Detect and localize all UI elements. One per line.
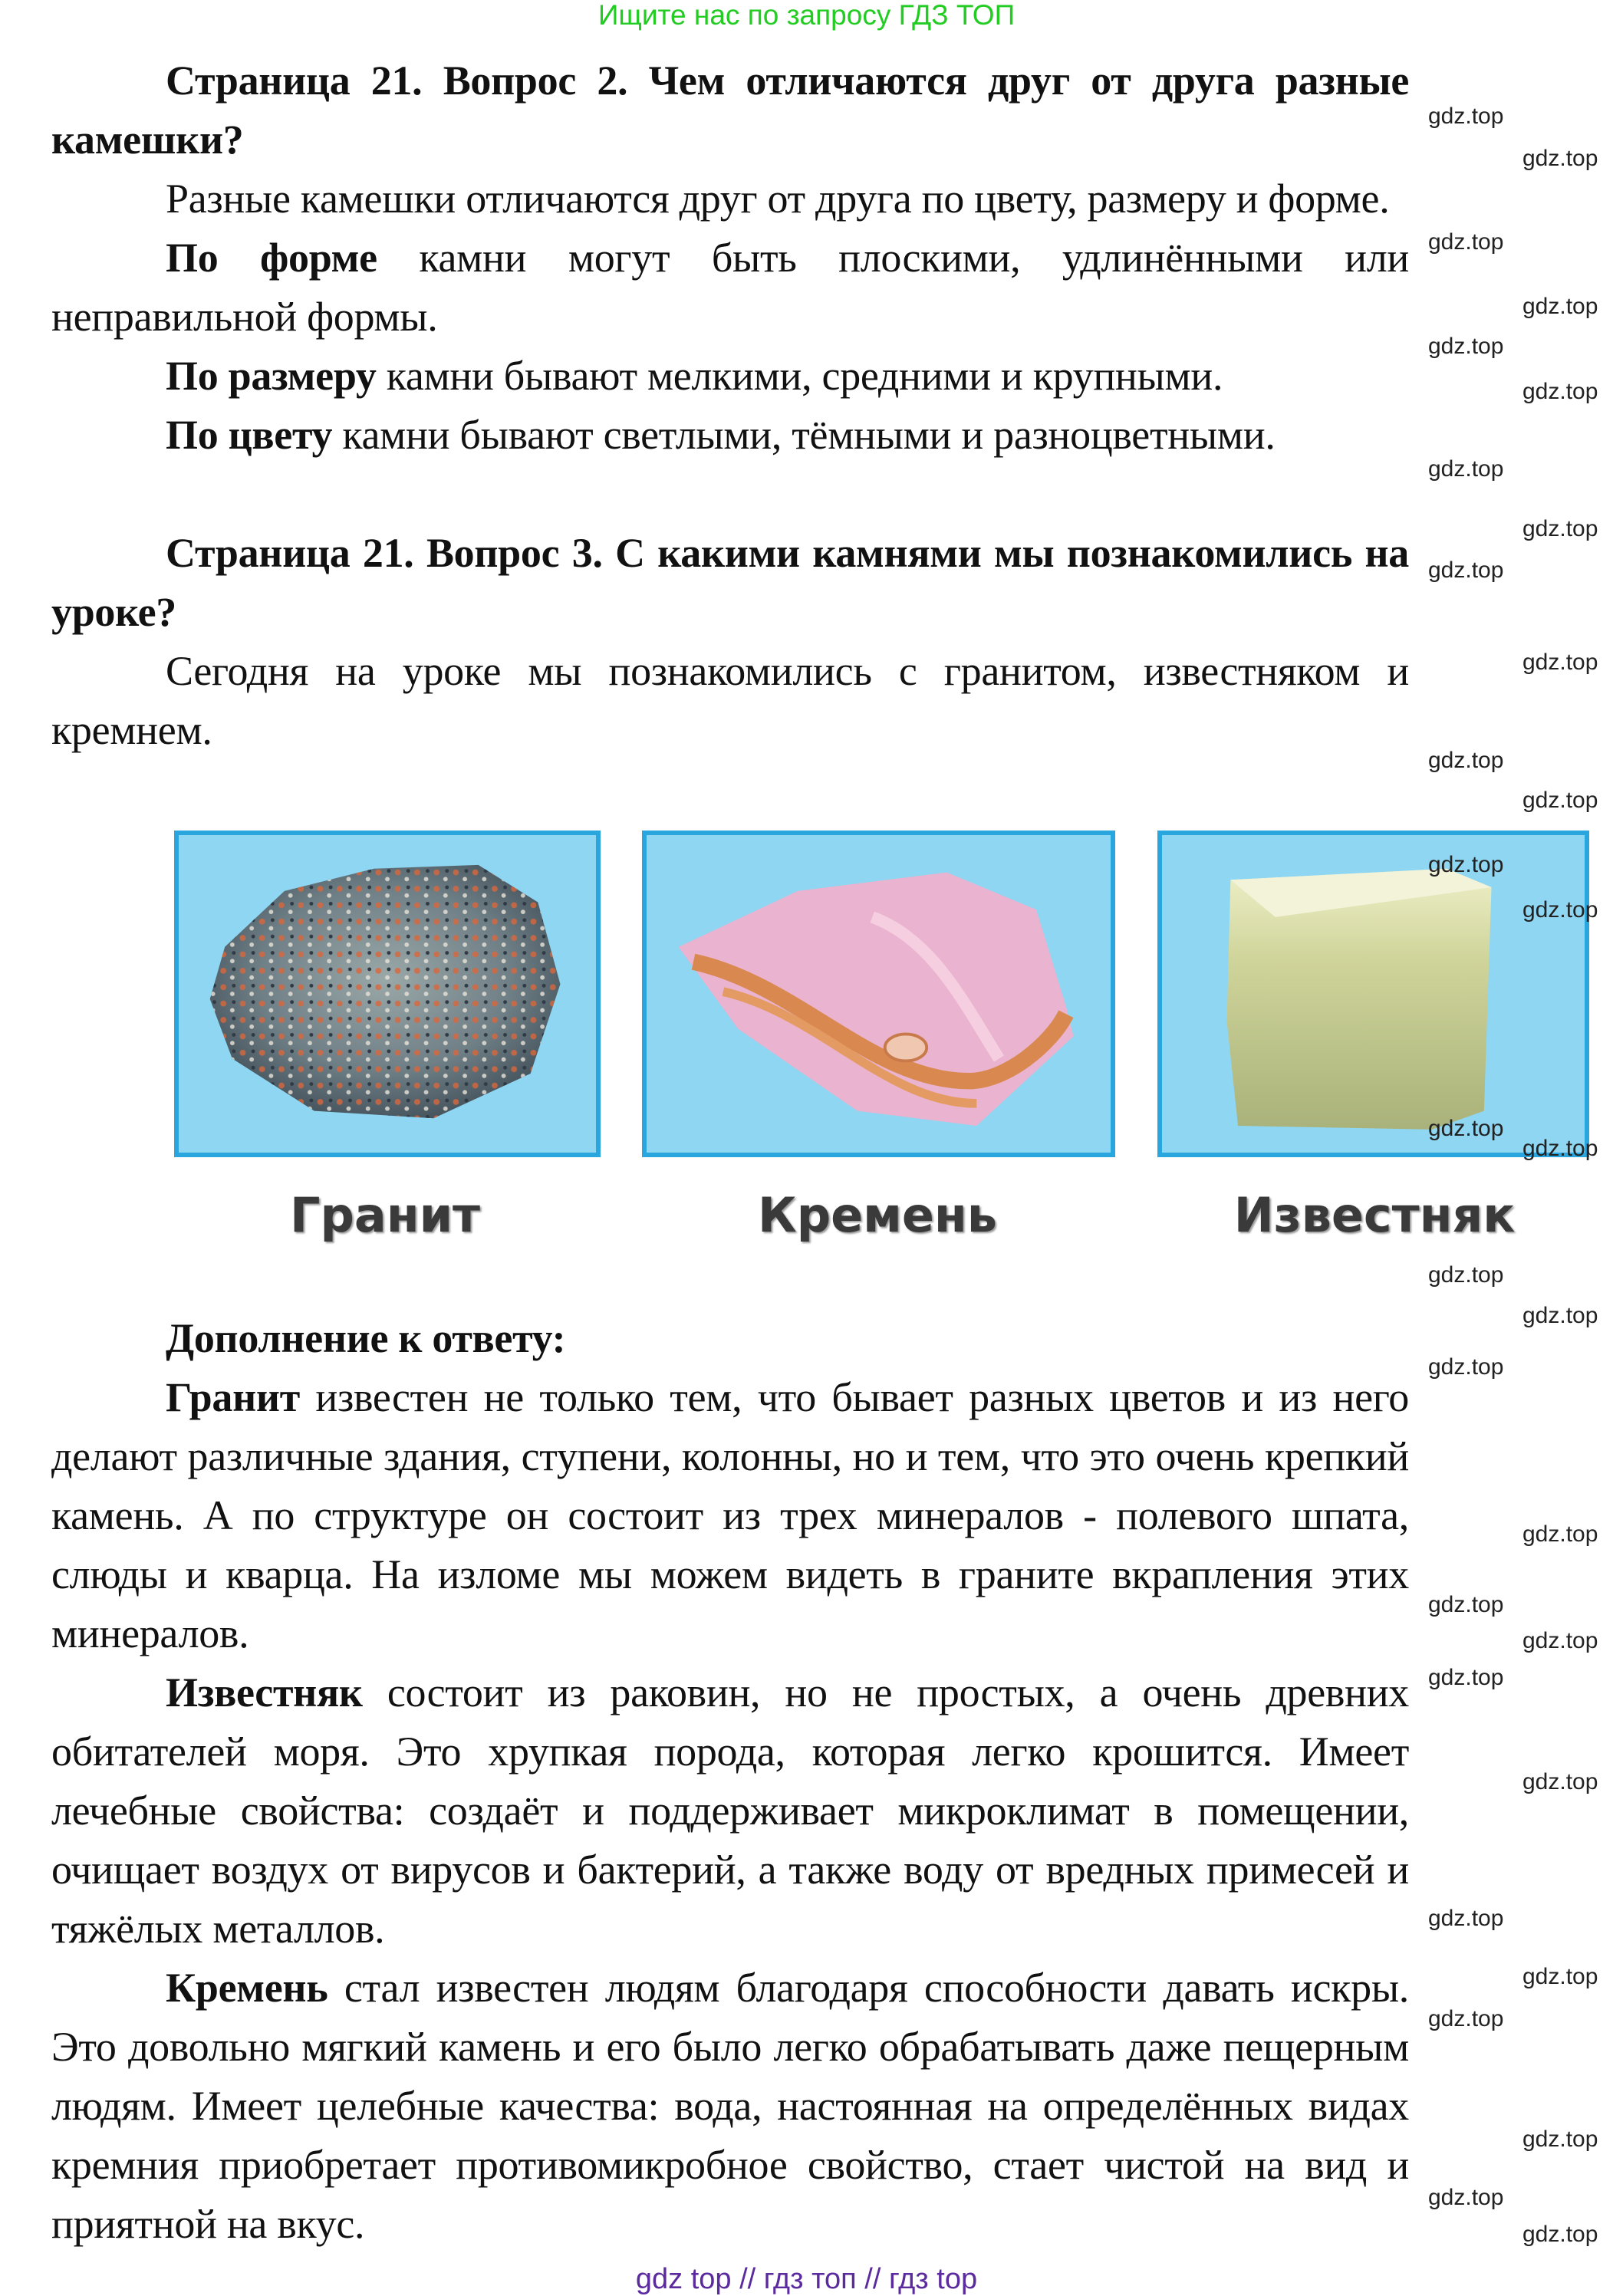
watermark: gdz.top (1428, 748, 1504, 773)
shape-bold: По форме (166, 235, 377, 281)
question-2-heading (51, 51, 1409, 169)
watermark: gdz.top (1428, 1665, 1504, 1690)
watermark: gdz.top (1428, 334, 1504, 359)
watermark: gdz.top (1522, 294, 1598, 319)
watermark: gdz.top (1428, 1592, 1504, 1617)
flint-stone-icon (647, 835, 1111, 1153)
watermark: gdz.top (1428, 229, 1504, 255)
footer-links: gdz top // гдз топ // гдз top (635, 2263, 978, 2295)
search-banner: Ищите нас по запросу ГДЗ ТОП (597, 0, 1016, 31)
watermark: gdz.top (1428, 852, 1504, 877)
watermark: gdz.top (1522, 788, 1598, 813)
shape-text: камни могут быть плоскими, удлинёнными или неправильной формы. (51, 235, 1409, 340)
watermark: gdz.top (1428, 1262, 1504, 1288)
watermark: gdz.top (1428, 104, 1504, 129)
flint-label: Кремень (758, 1187, 997, 1243)
flint-text: стал известен людям благодаря способности давать искры. Это довольно мягкий камень и его было легко обрабатывать даже пещерным людям. Имеет целебные качества: вода, настоянная на определённых видах кремния приобретает противомикробное свойство, стает чистой на вид и приятной на вкус. (51, 1965, 1409, 2247)
watermark: gdz.top (1522, 650, 1598, 675)
limestone-label: Известняк (1233, 1187, 1516, 1243)
watermark: gdz.top (1522, 379, 1598, 404)
flint-image (642, 831, 1115, 1157)
granite-text: известен не только тем, что бывает разных цветов и из него делают различные здания, ступени, колонны, но и тем, что это очень крепкий камень. А по структуре он состоит из трех минералов - полевого шпата, слюды и кварца. На изломе мы можем видеть в граните вкрапления этих минералов. (51, 1374, 1409, 1656)
limestone-stone-icon (1162, 835, 1585, 1153)
spacer (51, 465, 1409, 524)
watermark: gdz.top (1428, 558, 1504, 583)
answers-block (51, 51, 1409, 760)
question-3-answer: Сегодня на уроке мы познакомились с гранитом, известняком и кремнем. (51, 648, 1409, 753)
limestone-bold: Известняк (166, 1669, 363, 1715)
watermark: gdz.top (1522, 897, 1598, 923)
limestone-text: состоит из раковин, но не простых, а очень древних обитателей моря. Это хрупкая порода, которая легко крошится. Имеет лечебные свойства: создаёт и поддерживает микроклимат в помещении, очищает воздух от вирусов и бактерий, а также воду от вредных примесей и тяжёлых металлов. (51, 1669, 1409, 1952)
watermark: gdz.top (1428, 1354, 1504, 1380)
granite-stone-icon (179, 835, 596, 1153)
watermark: gdz.top (1522, 516, 1598, 541)
granite-label: Гранит (290, 1187, 480, 1243)
flint-paragraph (51, 1959, 1409, 2254)
size-paragraph (51, 347, 1409, 406)
addendum-block (51, 1309, 1409, 2254)
flint-bold: Кремень (166, 1965, 328, 2011)
granite-paragraph (51, 1368, 1409, 1663)
watermark: gdz.top (1522, 1964, 1598, 1989)
watermark: gdz.top (1522, 2127, 1598, 2152)
watermark: gdz.top (1522, 2222, 1598, 2247)
watermark: gdz.top (1428, 2185, 1504, 2210)
granite-bold: Гранит (166, 1374, 300, 1420)
color-bold: По цвету (166, 412, 333, 458)
watermark: gdz.top (1522, 1521, 1598, 1547)
size-bold: По размеру (166, 353, 377, 399)
watermark: gdz.top (1522, 146, 1598, 171)
watermark: gdz.top (1428, 456, 1504, 482)
watermark: gdz.top (1522, 1628, 1598, 1653)
limestone-image (1157, 831, 1589, 1157)
question-2-answer: Разные камешки отличаются друг от друга по цвету, размеру и форме. (166, 176, 1390, 222)
shape-paragraph (51, 229, 1409, 347)
addendum-title (51, 1309, 1409, 1368)
watermark: gdz.top (1522, 1769, 1598, 1794)
watermark: gdz.top (1428, 2006, 1504, 2031)
heading-text: Страница 21. Вопрос 2. Чем отличаются друг от друга разные камешки? (51, 58, 1409, 163)
watermark: gdz.top (1428, 1116, 1504, 1141)
heading-text: Страница 21. Вопрос 3. С какими камнями мы познакомились на уроке? (51, 530, 1409, 635)
question-3-heading (51, 524, 1409, 642)
watermark: gdz.top (1522, 1303, 1598, 1328)
granite-image (174, 831, 601, 1157)
color-text: камни бывают светлыми, тёмными и разноцветными. (332, 412, 1276, 458)
watermark: gdz.top (1428, 1906, 1504, 1931)
watermark: gdz.top (1522, 1136, 1598, 1161)
color-paragraph (51, 406, 1409, 465)
size-text: камни бывают мелкими, средними и крупными. (376, 353, 1223, 399)
addendum-title-text: Дополнение к ответу: (166, 1315, 566, 1361)
limestone-paragraph (51, 1663, 1409, 1959)
